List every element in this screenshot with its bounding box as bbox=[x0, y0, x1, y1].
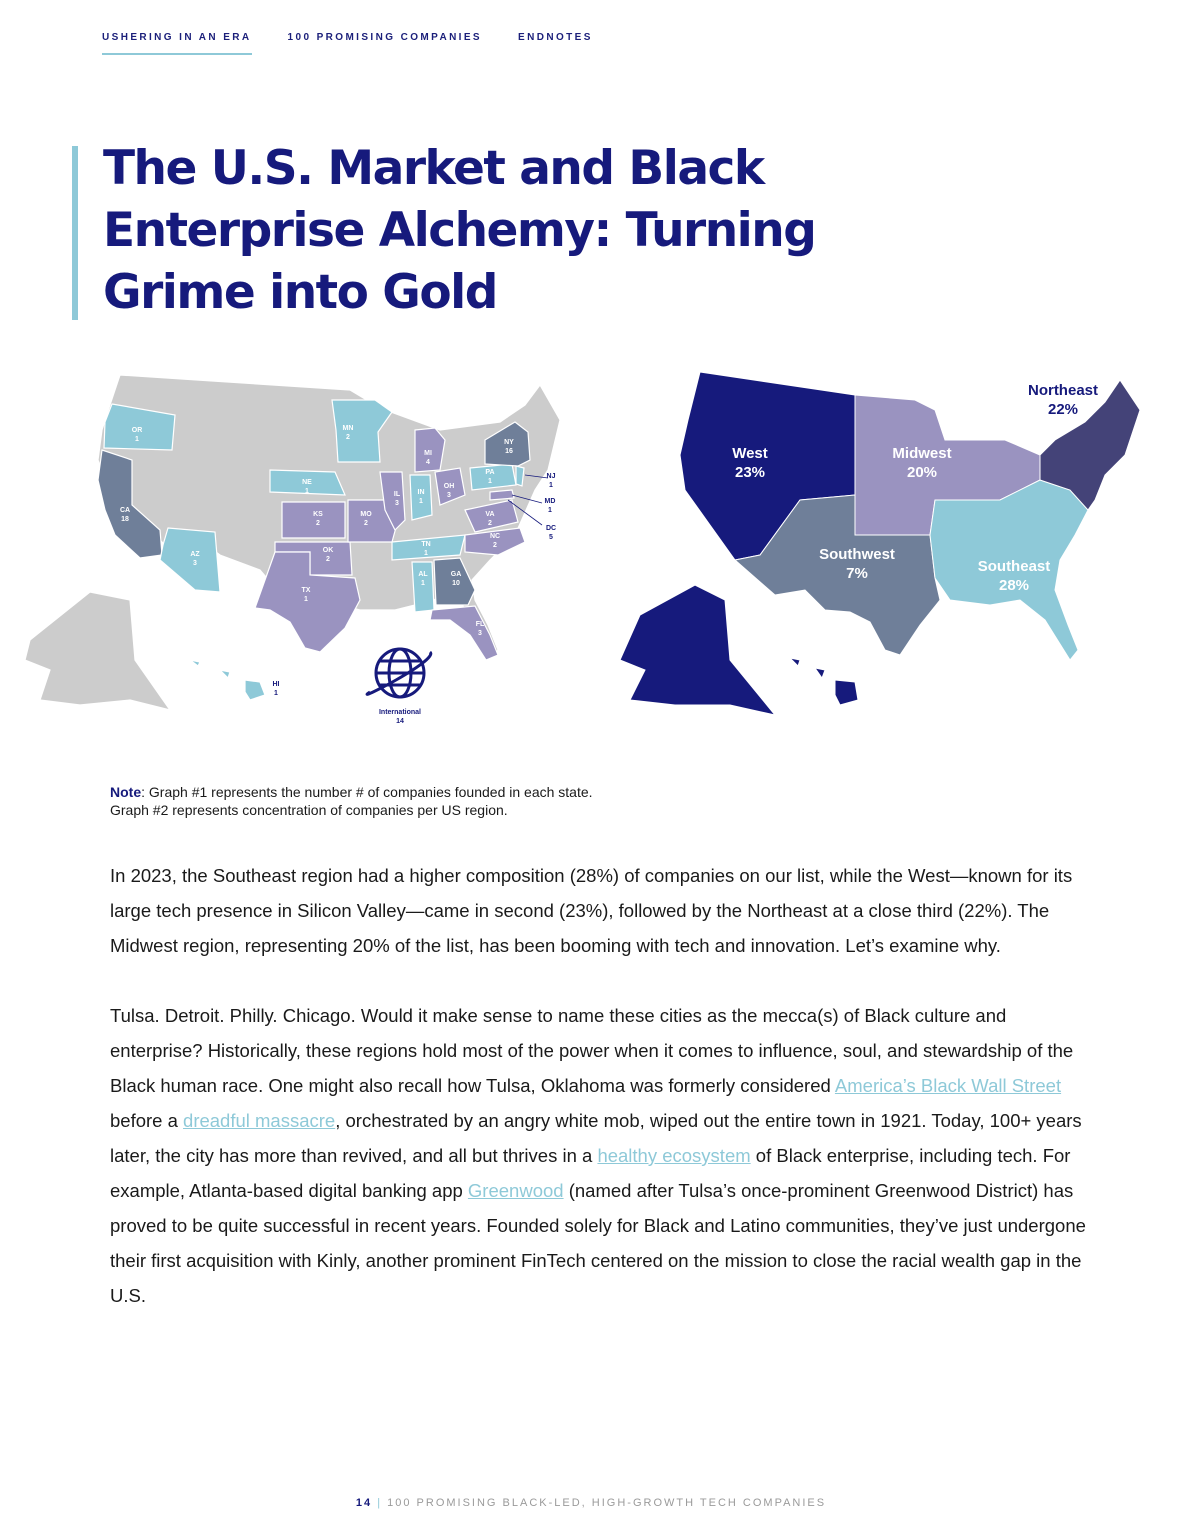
body-text bbox=[110, 858, 1095, 1348]
maps-section bbox=[0, 360, 1182, 750]
region-hawaii bbox=[790, 658, 858, 705]
p2-text-a: Tulsa. Detroit. Philly. Chicago. Would it make sense to name these cities as the mecca(s) of Black culture and enterprise? Historically, these regions hold most of the power when it comes to influence, soul, and stewardship of the Black human race. One might also recall how Tulsa, Oklahoma was formerly considered bbox=[110, 1005, 1074, 1096]
label-mo-code: MO bbox=[360, 511, 372, 518]
page-title: The U.S. Market and Black Enterprise Alchemy: Turning Grime into Gold bbox=[103, 141, 816, 320]
link-dreadful-massacre[interactable]: dreadful massacre bbox=[183, 1110, 336, 1131]
label-nj-code: NJ bbox=[546, 473, 556, 480]
label-or-code: OR bbox=[131, 427, 143, 434]
label-pa-count: 1 bbox=[488, 478, 492, 485]
title-accent-bar bbox=[72, 146, 78, 320]
state-pa bbox=[470, 464, 516, 490]
map-note bbox=[110, 783, 593, 819]
label-mi-code: MI bbox=[424, 450, 432, 457]
label-md-code: MD bbox=[544, 498, 556, 505]
link-black-wall-street[interactable]: America’s Black Wall Street bbox=[834, 1075, 1062, 1096]
northeast-pct: 22% bbox=[1047, 401, 1079, 418]
state-md bbox=[490, 490, 514, 500]
note-text-1: : Graph #1 represents the number # of companies founded in each state. bbox=[141, 784, 593, 800]
label-tn-code: TN bbox=[421, 541, 431, 548]
label-ok-count: 2 bbox=[326, 556, 330, 563]
label-al-count: 1 bbox=[421, 580, 425, 587]
state-al bbox=[412, 562, 434, 612]
label-ny-count: 16 bbox=[505, 448, 513, 455]
international-count: 14 bbox=[396, 718, 404, 725]
nav-ushering[interactable]: USHERING IN AN ERA bbox=[102, 32, 252, 55]
label-oh-count: 3 bbox=[447, 492, 451, 499]
region-map bbox=[600, 360, 1160, 750]
label-al-code: AL bbox=[418, 571, 428, 578]
page-footer bbox=[0, 1497, 1182, 1509]
globe-icon bbox=[367, 649, 431, 697]
p2-text-b: before a bbox=[110, 1110, 184, 1131]
label-tn-count: 1 bbox=[424, 550, 428, 557]
label-dc-code: DC bbox=[545, 525, 557, 532]
label-dc-count: 5 bbox=[549, 534, 553, 541]
label-ny-code: NY bbox=[504, 439, 514, 446]
state-ak bbox=[25, 592, 170, 710]
southwest-pct: 7% bbox=[846, 565, 868, 582]
label-ks-code: KS bbox=[313, 511, 323, 518]
midwest-pct: 20% bbox=[906, 464, 938, 481]
footer-separator: | bbox=[377, 1497, 383, 1509]
international-label: International bbox=[378, 709, 422, 716]
page-number: 14 bbox=[355, 1497, 373, 1509]
label-va-code: VA bbox=[485, 511, 495, 518]
label-ca-code: CA bbox=[119, 507, 131, 514]
label-az-code: AZ bbox=[190, 551, 200, 558]
label-mo-count: 2 bbox=[364, 520, 368, 527]
region-alaska bbox=[620, 585, 775, 715]
label-oh-code: OH bbox=[443, 483, 455, 490]
southeast-name: Southeast bbox=[977, 558, 1051, 575]
label-in-code: IN bbox=[417, 489, 425, 496]
label-va-count: 2 bbox=[488, 520, 492, 527]
p2-text-d: of Black enterprise, including tech. For example, Atlanta-based digital banking app bbox=[110, 1145, 1071, 1201]
paragraph-1: In 2023, the Southeast region had a higher composition (28%) of companies on our list, while the West—known for its large tech presence in Silicon Valley—came in second (23%), followed by the Northeast at a close third (22%). The Midwest region, representing 20% of the list, has been booming with tech and innovation. Let’s examine why. bbox=[110, 865, 1073, 956]
label-md-count: 1 bbox=[548, 507, 552, 514]
state-count-map bbox=[20, 360, 580, 750]
label-nj-count: 1 bbox=[549, 482, 553, 489]
label-ne-code: NE bbox=[302, 479, 312, 486]
label-mn-count: 2 bbox=[346, 434, 350, 441]
label-ga-code: GA bbox=[450, 571, 462, 578]
label-ks-count: 2 bbox=[316, 520, 320, 527]
label-mn-code: MN bbox=[342, 425, 354, 432]
label-fl-count: 3 bbox=[478, 630, 482, 637]
southeast-pct: 28% bbox=[998, 577, 1030, 594]
label-pa-code: PA bbox=[485, 469, 495, 476]
label-ga-count: 10 bbox=[452, 580, 460, 587]
note-text-2: Graph #2 represents concentration of companies per US region. bbox=[110, 802, 508, 818]
west-name: West bbox=[732, 445, 768, 462]
state-fl bbox=[430, 606, 498, 660]
link-greenwood[interactable]: Greenwood bbox=[467, 1180, 564, 1201]
label-hi-code: HI bbox=[272, 681, 280, 688]
nav-companies[interactable]: 100 PROMISING COMPANIES bbox=[287, 32, 483, 43]
paragraph-2 bbox=[110, 998, 1095, 1313]
label-ca-count: 18 bbox=[121, 516, 129, 523]
label-az-count: 3 bbox=[193, 560, 197, 567]
state-nj bbox=[516, 466, 524, 486]
nav-endnotes[interactable]: ENDNOTES bbox=[518, 32, 593, 43]
label-tx-code: TX bbox=[301, 587, 311, 594]
label-nc-count: 2 bbox=[493, 542, 497, 549]
label-ne-count: 1 bbox=[305, 488, 309, 495]
label-or-count: 1 bbox=[135, 436, 139, 443]
label-il-count: 3 bbox=[395, 500, 399, 507]
label-mi-count: 4 bbox=[426, 459, 430, 466]
west-pct: 23% bbox=[734, 464, 766, 481]
label-in-count: 1 bbox=[419, 498, 423, 505]
label-hi-count: 1 bbox=[274, 690, 278, 697]
p2-text-c: , orchestrated by an angry white mob, wiped out the entire town in 1921. Today, 100+ years later, the city has more than revived, and all but thrives in a bbox=[110, 1110, 1082, 1166]
midwest-name: Midwest bbox=[892, 445, 952, 462]
p2-text-e: (named after Tulsa’s once-prominent Greenwood District) has proved to be quite successful in recent years. Founded solely for Black and Latino communities, they’ve just undergone their first acquisition with Kinly, another prominent FinTech centered on the mission to close the racial wealth gap in the U.S. bbox=[110, 1180, 1086, 1306]
southwest-name: Southwest bbox=[819, 546, 895, 563]
label-ok-code: OK bbox=[322, 547, 334, 554]
label-fl-code: FL bbox=[475, 621, 485, 628]
state-ks bbox=[282, 502, 345, 538]
note-label: Note bbox=[110, 784, 142, 800]
label-il-code: IL bbox=[393, 491, 401, 498]
northeast-name: Northeast bbox=[1027, 382, 1099, 399]
top-nav bbox=[102, 32, 593, 55]
label-nc-code: NC bbox=[489, 533, 501, 540]
state-hi bbox=[190, 660, 265, 700]
state-az bbox=[160, 528, 220, 592]
link-healthy-ecosystem[interactable]: healthy ecosystem bbox=[597, 1145, 751, 1166]
label-tx-count: 1 bbox=[304, 596, 308, 603]
footer-text: 100 PROMISING BLACK-LED, HIGH-GROWTH TECH COMPANIES bbox=[387, 1497, 827, 1509]
note-line-1 bbox=[110, 783, 593, 801]
